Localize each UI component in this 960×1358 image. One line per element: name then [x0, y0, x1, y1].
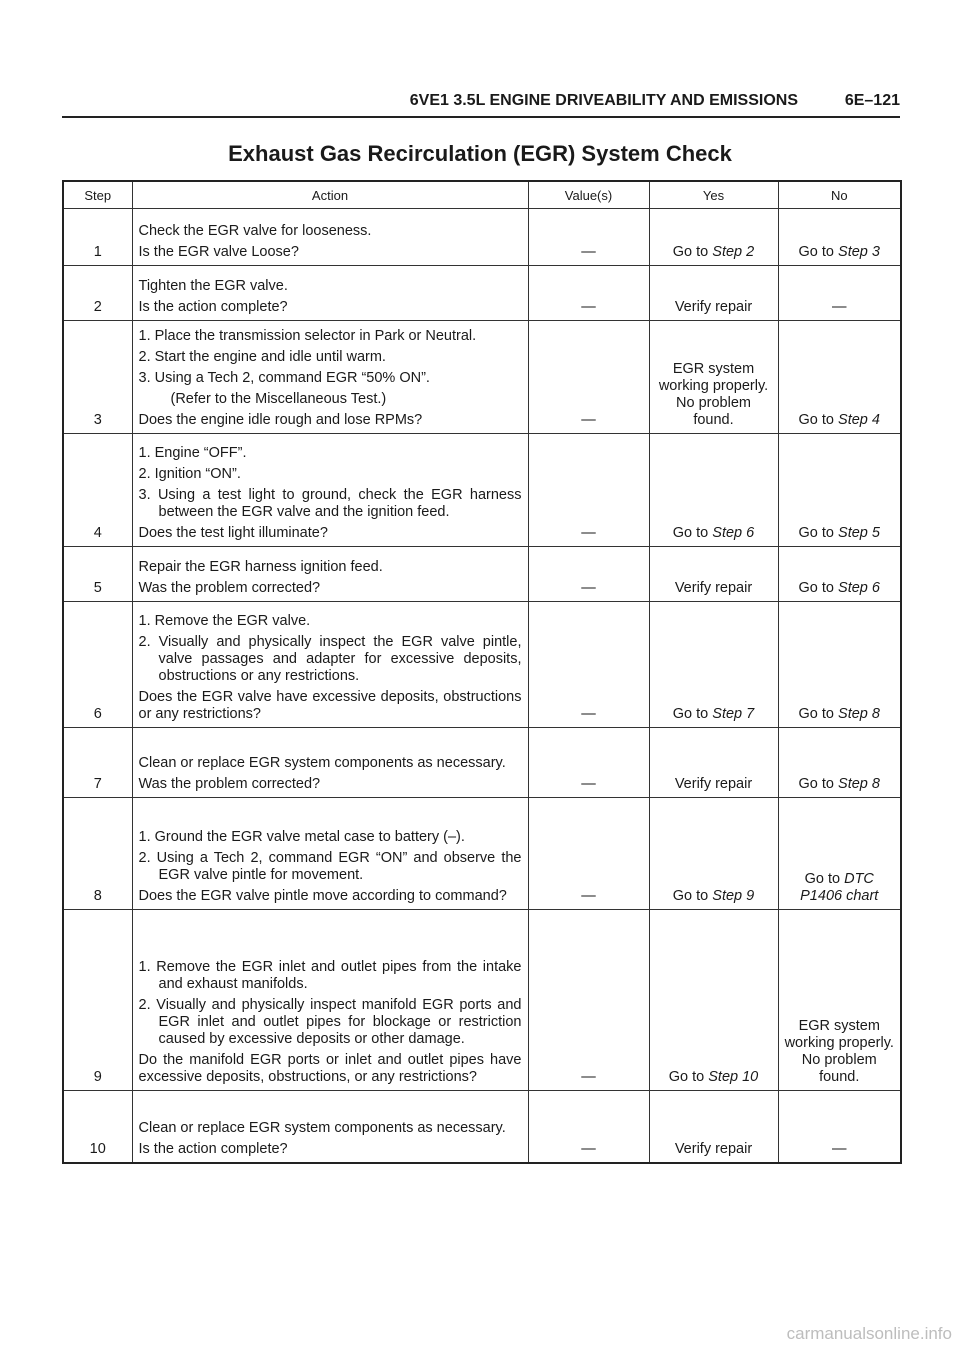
- action-instruction: 1. Remove the EGR valve.: [138, 613, 311, 629]
- action-question: Does the EGR valve have excessive deposits, obstructions or any restrictions?: [138, 689, 522, 722]
- step-number: 8: [63, 798, 132, 910]
- yes-text: Go to: [672, 244, 713, 260]
- table-header-row: [63, 181, 901, 209]
- table-row: [63, 798, 901, 910]
- no-step-link: Step 5: [838, 525, 880, 541]
- yes-cell: [649, 266, 778, 321]
- value-cell: —: [528, 266, 649, 321]
- no-cell: [778, 547, 901, 602]
- action-question: Clean or replace EGR system components as necessary.: [138, 1119, 506, 1136]
- no-text: Go to: [798, 412, 839, 428]
- no-text: Go to: [798, 580, 839, 596]
- action-cell: [132, 910, 528, 1091]
- yes-text: Go to: [668, 1069, 709, 1085]
- no-text: —: [832, 1140, 847, 1157]
- action-cell: [132, 209, 528, 266]
- action-question: Is the action complete?: [138, 1140, 288, 1157]
- header-action: Action: [132, 181, 528, 209]
- yes-cell: [649, 910, 778, 1091]
- no-cell: [778, 798, 901, 910]
- action-question: Is the EGR valve Loose?: [138, 244, 299, 260]
- action-question: Do the manifold EGR ports or inlet and outlet pipes have excessive deposits, obstructions, or any restrictions?: [138, 1052, 522, 1085]
- yes-cell: [649, 728, 778, 798]
- action-instruction: 2. Ignition “ON”.: [138, 466, 241, 482]
- value-cell: —: [528, 434, 649, 547]
- action-instruction: 1. Remove the EGR inlet and outlet pipes from the intake and exhaust manifolds.: [138, 959, 522, 992]
- header-step: Step: [63, 181, 132, 209]
- no-text: Go to: [804, 871, 845, 887]
- action-question: Was the problem corrected?: [138, 580, 321, 596]
- no-cell: [778, 266, 901, 321]
- table-row: [63, 1091, 901, 1163]
- action-instruction: (Refer to the Miscellaneous Test.): [170, 391, 387, 407]
- table-row: [63, 321, 901, 434]
- action-instruction: 2. Start the engine and idle until warm.: [138, 349, 386, 365]
- page-number: 6E–121: [844, 92, 900, 109]
- action-cell: [132, 798, 528, 910]
- no-step-link: Step 4: [838, 412, 880, 428]
- action-instruction: Check the EGR valve for looseness.: [138, 223, 372, 239]
- step-number: 4: [63, 434, 132, 547]
- yes-cell: [649, 1091, 778, 1163]
- yes-cell: [649, 798, 778, 910]
- no-step-link: Step 3: [838, 244, 880, 260]
- no-cell: [778, 209, 901, 266]
- no-text: Go to: [798, 776, 839, 792]
- table-row: [63, 547, 901, 602]
- action-question: Was the problem corrected?: [138, 776, 321, 792]
- action-question: Does the EGR valve pintle move according to command?: [138, 888, 507, 904]
- action-question: Clean or replace EGR system components as necessary.: [138, 755, 506, 771]
- yes-text: Verify repair: [674, 776, 753, 792]
- action-instruction: 2. Using a Tech 2, command EGR “ON” and observe the EGR valve pintle for movement.: [138, 850, 522, 883]
- no-cell: [778, 602, 901, 728]
- yes-text: Verify repair: [674, 1140, 753, 1157]
- table-row: [63, 602, 901, 728]
- page-header: [62, 88, 900, 118]
- yes-step-link: Step 2: [712, 244, 755, 260]
- step-number: 3: [63, 321, 132, 434]
- header-no: No: [778, 181, 901, 209]
- action-question: Does the test light illuminate?: [138, 525, 328, 541]
- yes-cell: [649, 602, 778, 728]
- step-number: 5: [63, 547, 132, 602]
- step-number: 10: [63, 1091, 132, 1163]
- section-title: 6VE1 3.5L ENGINE DRIVEABILITY AND EMISSIONS: [409, 92, 798, 109]
- action-question: Does the engine idle rough and lose RPMs?: [138, 412, 423, 428]
- value-cell: —: [528, 602, 649, 728]
- value-cell: —: [528, 321, 649, 434]
- action-cell: [132, 266, 528, 321]
- yes-step-link: Step 10: [708, 1069, 759, 1085]
- step-number: 2: [63, 266, 132, 321]
- action-instruction: 2. Visually and physically inspect manifold EGR ports and EGR inlet and outlet pipes for blockage or restriction caused by excessive deposits or other damage.: [138, 997, 522, 1047]
- no-step-link: Step 6: [838, 580, 880, 596]
- yes-step-link: Step 7: [712, 706, 755, 722]
- table-row: [63, 910, 901, 1091]
- action-instruction: 1. Engine “OFF”.: [138, 445, 247, 461]
- action-instruction: 1. Ground the EGR valve metal case to battery (–).: [138, 829, 465, 845]
- step-number: 7: [63, 728, 132, 798]
- no-text: Go to: [798, 244, 839, 260]
- step-number: 9: [63, 910, 132, 1091]
- diagnostic-table: [62, 180, 902, 1164]
- header-values: Value(s): [528, 181, 649, 209]
- yes-text: Verify repair: [674, 580, 753, 596]
- action-instruction: 3. Using a Tech 2, command EGR “50% ON”.: [138, 370, 430, 386]
- value-cell: —: [528, 547, 649, 602]
- yes-text: Go to: [672, 525, 713, 541]
- action-instruction: 3. Using a test light to ground, check the EGR harness between the EGR valve and the ignition feed.: [138, 487, 522, 520]
- yes-cell: [649, 434, 778, 547]
- yes-text: EGR system working properly. No problem found.: [658, 361, 769, 428]
- no-cell: [778, 728, 901, 798]
- table-row: [63, 728, 901, 798]
- no-step-link: Step 8: [838, 706, 880, 722]
- table-row: [63, 209, 901, 266]
- value-cell: —: [528, 798, 649, 910]
- action-cell: [132, 547, 528, 602]
- action-cell: [132, 728, 528, 798]
- yes-cell: [649, 209, 778, 266]
- table-row: [63, 266, 901, 321]
- no-step-link: Step 8: [838, 776, 880, 792]
- yes-text: Go to: [672, 888, 713, 904]
- value-cell: —: [528, 728, 649, 798]
- no-cell: [778, 910, 901, 1091]
- action-cell: [132, 1091, 528, 1163]
- yes-text: Go to: [672, 706, 713, 722]
- action-instruction: 1. Place the transmission selector in Park or Neutral.: [138, 328, 477, 344]
- no-text: Go to: [798, 525, 839, 541]
- yes-step-link: Step 6: [712, 525, 755, 541]
- no-cell: [778, 1091, 901, 1163]
- yes-cell: [649, 547, 778, 602]
- action-instruction: Tighten the EGR valve.: [138, 278, 288, 294]
- value-cell: —: [528, 209, 649, 266]
- header-yes: Yes: [649, 181, 778, 209]
- action-cell: [132, 434, 528, 547]
- step-number: 6: [63, 602, 132, 728]
- value-cell: —: [528, 1091, 649, 1163]
- action-cell: [132, 602, 528, 728]
- table-body: [63, 209, 901, 1163]
- action-instruction: Repair the EGR harness ignition feed.: [138, 559, 383, 575]
- no-text: Go to: [798, 706, 839, 722]
- yes-cell: [649, 321, 778, 434]
- no-cell: [778, 434, 901, 547]
- yes-text: Verify repair: [674, 299, 753, 315]
- step-number: 1: [63, 209, 132, 266]
- action-cell: [132, 321, 528, 434]
- no-text: —: [832, 299, 847, 315]
- table-row: [63, 434, 901, 547]
- action-instruction: 2. Visually and physically inspect the EGR valve pintle, valve passages and adapter for excessive deposits, obstructions or any restrictions.: [138, 634, 522, 684]
- no-cell: [778, 321, 901, 434]
- action-question: Is the action complete?: [138, 299, 288, 315]
- watermark: carmanualsonline.info: [786, 1324, 952, 1343]
- no-text: EGR system working properly. No problem found.: [784, 1018, 894, 1085]
- no-step-link: DTC P1406 chart: [800, 871, 879, 904]
- yes-step-link: Step 9: [712, 888, 755, 904]
- document-title: Exhaust Gas Recirculation (EGR) System Check: [228, 141, 732, 166]
- value-cell: —: [528, 910, 649, 1091]
